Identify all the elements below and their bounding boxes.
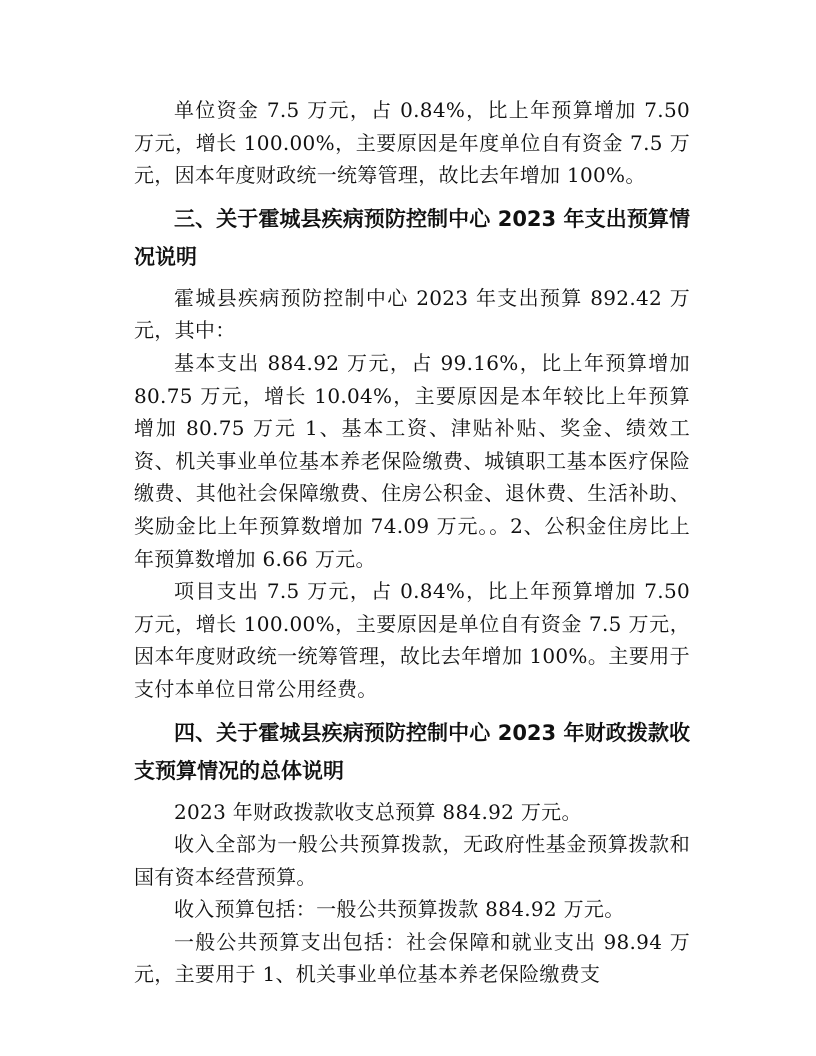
- paragraph-expenditure-total: 霍城县疾病预防控制中心 2023 年支出预算 892.42 万元，其中：: [134, 285, 690, 343]
- paragraph-unit-funds: 单位资金 7.5 万元，占 0.84%，比上年预算增加 7.50 万元，增长 100.00%，主要原因是年度单位自有资金 7.5 万元，因本年度财政统一统筹管理，故比去年增加 100%。: [134, 98, 690, 188]
- paragraph-income-budget: 收入预算包括：一般公共预算拨款 884.92 万元。: [174, 897, 625, 922]
- paragraph-public-expenditure: 一般公共预算支出包括：社会保障和就业支出 98.94 万元，主要用于 1、机关事业单位基本养老保险缴费支: [134, 929, 690, 987]
- paragraph-project-expenditure: 项目支出 7.5 万元，占 0.84%，比上年预算增加 7.50 万元，增长 100.00%，主要原因是单位自有资金 7.5 万元，因本年度财政统一统筹管理，故比去年增加 100%。主要用于支付本单位日常公用经费。: [134, 579, 690, 701]
- section-heading-expenditure: 三、关于霍城县疾病预防控制中心 2023 年支出预算情况说明: [134, 206, 690, 269]
- document-body: [134, 94, 690, 991]
- paragraph-income-source: 收入全部为一般公共预算拨款，无政府性基金预算拨款和国有资本经营预算。: [134, 832, 690, 889]
- section-heading-fiscal-allocation: 四、关于霍城县疾病预防控制中心 2023 年财政拨款收支预算情况的总体说明: [134, 720, 690, 783]
- paragraph-basic-expenditure: 基本支出 884.92 万元，占 99.16%，比上年预算增加 80.75 万元，增长 10.04%，主要原因是本年较比上年预算增加 80.75 万元 1、基本工资、津贴补贴、奖金、绩效工资、机关事业单位基本养老保险缴费、城镇职工基本医疗保险缴费、其他社会保障缴费、住房公积金、退休费、生活补助、奖励金比上年预算数增加 74.09 万元。。2、公积金住房比上年预算数增加 6.66 万元。: [134, 350, 690, 571]
- paragraph-fiscal-total: 2023 年财政拨款收支总预算 884.92 万元。: [174, 799, 582, 824]
